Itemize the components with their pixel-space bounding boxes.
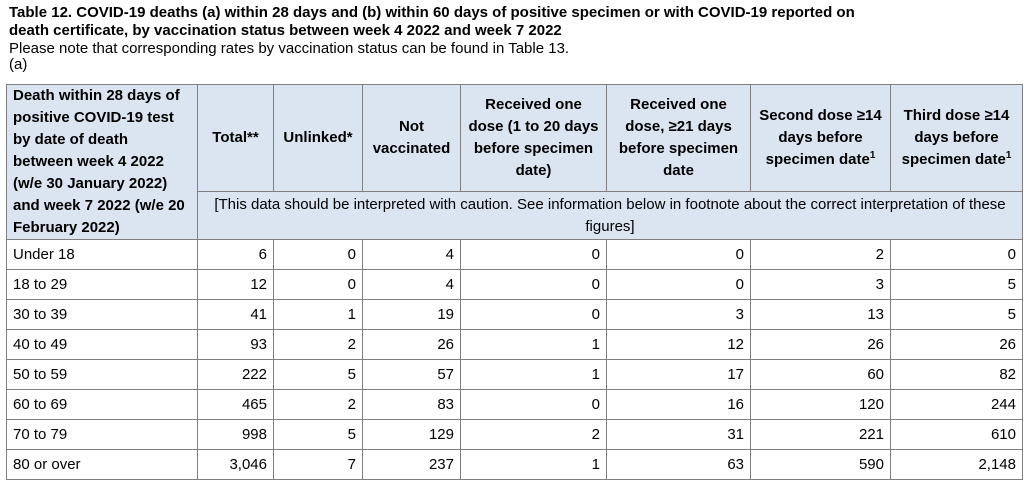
table-cell: 1: [274, 300, 363, 330]
col-header-not-vaccinated: Not vaccinated: [363, 85, 461, 192]
table-cell: 0: [461, 390, 607, 420]
table-cell: 6: [198, 240, 274, 270]
table-title-line-2: death certificate, by vaccination status between week 4 2022 and week 7 2022: [9, 22, 562, 39]
table-title: [9, 4, 1014, 40]
footnote-marker: 1: [1005, 150, 1012, 161]
row-label: 30 to 39: [7, 300, 198, 330]
table-row: [7, 450, 1023, 480]
row-label: 40 to 49: [7, 330, 198, 360]
table-cell: 26: [751, 330, 891, 360]
table-cell: 0: [461, 270, 607, 300]
table-cell: 2: [461, 420, 607, 450]
table-cell: 4: [363, 270, 461, 300]
col-header-unlinked: Unlinked*: [274, 85, 363, 192]
table-cell: 3: [751, 270, 891, 300]
table-cell: 2: [751, 240, 891, 270]
table-cell: 998: [198, 420, 274, 450]
rates-note: Please note that corresponding rates by vaccination status can be found in Table 13.: [9, 40, 570, 57]
table-cell: 244: [891, 390, 1023, 420]
footnote-marker: 1: [869, 150, 876, 161]
table-cell: 2,148: [891, 450, 1023, 480]
col-header-one-dose-21plus: Received one dose, ≥21 days before specimen date: [607, 85, 751, 192]
table-cell: 0: [607, 240, 751, 270]
section-label: (a): [9, 56, 28, 73]
table-row: [7, 330, 1023, 360]
table-cell: 93: [198, 330, 274, 360]
table-cell: 590: [751, 450, 891, 480]
table-cell: 82: [891, 360, 1023, 390]
table-cell: 3: [607, 300, 751, 330]
table-cell: 221: [751, 420, 891, 450]
row-label: 18 to 29: [7, 270, 198, 300]
table-cell: 0: [891, 240, 1023, 270]
table-cell: 610: [891, 420, 1023, 450]
deaths-table: [6, 84, 1023, 480]
table-cell: 63: [607, 450, 751, 480]
table-cell: 60: [751, 360, 891, 390]
caution-note: [This data should be interpreted with caution. See information below in footnote about the correct interpretation of these figures]: [198, 192, 1023, 240]
table-cell: 5: [891, 270, 1023, 300]
table-cell: 57: [363, 360, 461, 390]
table-row: [7, 420, 1023, 450]
table-cell: 19: [363, 300, 461, 330]
table-cell: 2: [274, 330, 363, 360]
table-cell: 17: [607, 360, 751, 390]
table-row: [7, 240, 1023, 270]
table-cell: 465: [198, 390, 274, 420]
table-row: [7, 390, 1023, 420]
table-cell: 1: [461, 360, 607, 390]
table-cell: 5: [891, 300, 1023, 330]
table-row: [7, 360, 1023, 390]
table-body: [7, 240, 1023, 480]
table-cell: 5: [274, 420, 363, 450]
table-cell: 41: [198, 300, 274, 330]
row-header-cell: Death within 28 days of positive COVID-19 test by date of death between week 4 2022 (w/e 30 January 2022) and week 7 2022 (w/e 20 February 2022): [7, 85, 198, 240]
table-cell: 237: [363, 450, 461, 480]
table-cell: 2: [274, 390, 363, 420]
col-header-one-dose-1-20: Received one dose (1 to 20 days before specimen date): [461, 85, 607, 192]
table-cell: 4: [363, 240, 461, 270]
row-label: 60 to 69: [7, 390, 198, 420]
table-title-line-1: Table 12. COVID-19 deaths (a) within 28 days and (b) within 60 days of positive specimen or with COVID-19 reported on: [9, 4, 855, 21]
table-cell: 1: [461, 330, 607, 360]
table-row: [7, 270, 1023, 300]
table-cell: 0: [274, 270, 363, 300]
col-header-second-dose: Second dose ≥14 days before specimen date$^1$: [751, 85, 891, 192]
table-cell: 12: [198, 270, 274, 300]
row-label: 80 or over: [7, 450, 198, 480]
table-cell: 1: [461, 450, 607, 480]
table-cell: 3,046: [198, 450, 274, 480]
table-cell: 26: [363, 330, 461, 360]
table-cell: 12: [607, 330, 751, 360]
table-cell: 129: [363, 420, 461, 450]
table-cell: 7: [274, 450, 363, 480]
table-cell: 26: [891, 330, 1023, 360]
table-cell: 83: [363, 390, 461, 420]
row-label: 50 to 59: [7, 360, 198, 390]
row-label: 70 to 79: [7, 420, 198, 450]
table-cell: 222: [198, 360, 274, 390]
row-label: Under 18: [7, 240, 198, 270]
table-cell: 0: [461, 300, 607, 330]
table-cell: 31: [607, 420, 751, 450]
col-header-total: Total**: [198, 85, 274, 192]
table-cell: 0: [461, 240, 607, 270]
table-cell: 120: [751, 390, 891, 420]
page-header: [9, 4, 1014, 73]
table-cell: 0: [607, 270, 751, 300]
table-cell: 5: [274, 360, 363, 390]
table-cell: 13: [751, 300, 891, 330]
col-header-third-dose: Third dose ≥14 days before specimen date$^1$: [891, 85, 1023, 192]
table-cell: 16: [607, 390, 751, 420]
table-cell: 0: [274, 240, 363, 270]
table-row: [7, 300, 1023, 330]
